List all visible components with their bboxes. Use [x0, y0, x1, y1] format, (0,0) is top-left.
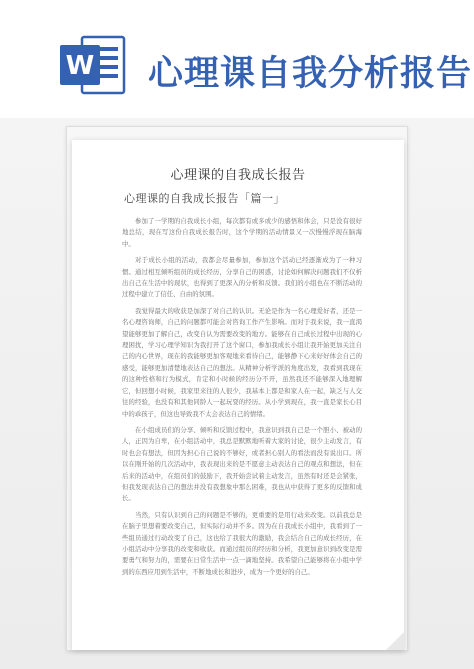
page-corner [386, 632, 404, 650]
paragraph: 在小组成员们的分享、倾听和反馈过程中，我意识到我自己是一个胆小、被动的人，正因为自卑，在小组活动中，我总是默默地听着大家的讨论，很少主动发言，有时也会有想法，但因为担心自己说的不够好，或者担心别人的看法而没有说出口。所以在刚开始的几次活动中，我表现出来的是不愿意主动表达自己的观点和想法，但在后来的活动中，在组员们的鼓励下，我开始尝试着主动发言，虽然有时还是会紧张，但我发现表达自己的想法并没有我想象中那么困难，我也从中获得了更多的反馈和成长。 [122, 425, 362, 503]
document-page [72, 140, 404, 650]
paragraph: 参加了一学期的自我成长小组，每次都有或多或少的感悟和体会，只是没有很好地总结，现在写这份自我成长报告时，这个学期的活动情景又一次慢慢浮现在脑海中。 [122, 217, 362, 248]
paragraph: 当然，只有认识到自己的问题是不够的，更重要的是用行动来改变。以前我总是在脑子里想着要改变自己，但实际行动并不多。因为在自我成长小组中，我看到了一些组员通过行动改变了自己，这也给了我很大的激励，我会结合自己的成长经历，在小组活动中分享我的改变和收获。而通过组员的经历和分析，我更加意识到改变是需要勇气和努力的，需要在日常生活中一点一滴地坚持。我希望自己能够将在小组中学到的东西应用到生活中，不断地成长和进步，成为一个更好的自己。 [122, 510, 362, 576]
word-document-icon [58, 34, 128, 96]
banner-title: 心理课自我分析报告 [148, 54, 473, 94]
document-body [122, 216, 362, 583]
paragraph: 对于成长小组的活动，我都会尽量参加，参加这个活动已经逐渐成为了一种习惯。通过相互倾听组员的成长经历，分享自己的困惑，讨论如何解决问题我们不仅析出自己在生活中的现状，也得到了更深入的分析和反馈。我们的小组也在不断活动的过程中建立了信任、自由的氛围。 [122, 256, 362, 299]
document-banner [0, 0, 474, 120]
svg-text:W: W [65, 51, 95, 81]
document-subtitle: 心理课的自我成长报告「篇一」 [124, 192, 285, 205]
paragraph: 我觉得最大的收获是加深了对自己的认识。无论是作为一名心理爱好者，还是一名心理咨询师，自己的问题都可能会对咨询工作产生影响。而对于我来说，我一直渴望能够更加了解自己，改变自认为需要改变的地方。能够在自己成长过程中出现的心理困扰，学习心理学知识为我打开了这个窗口，参加我成长小组让我开始更加关注自己的内心世界，现在的我能够更加客观地来看待自己，能够静下心来好好体会自己的感受，能够更加清楚地表达自己的想法。从精神分析学派的角度出发，我看到我现在的这种性格和行为模式，肯定和小时候的经历分不开，虽然我还不能够深入地理解它，但回想小时候，我家里来往的人很少，我基本上都是和家人在一起，缺乏与人交往的经验，也没有和其他同龄人一起玩耍的经历。从小学到现在，我一直是家长心目中的乖孩子，但这也导致我不太会表达自己的情绪。 [122, 306, 362, 418]
document-title: 心理课的自我成长报告 [170, 168, 306, 183]
